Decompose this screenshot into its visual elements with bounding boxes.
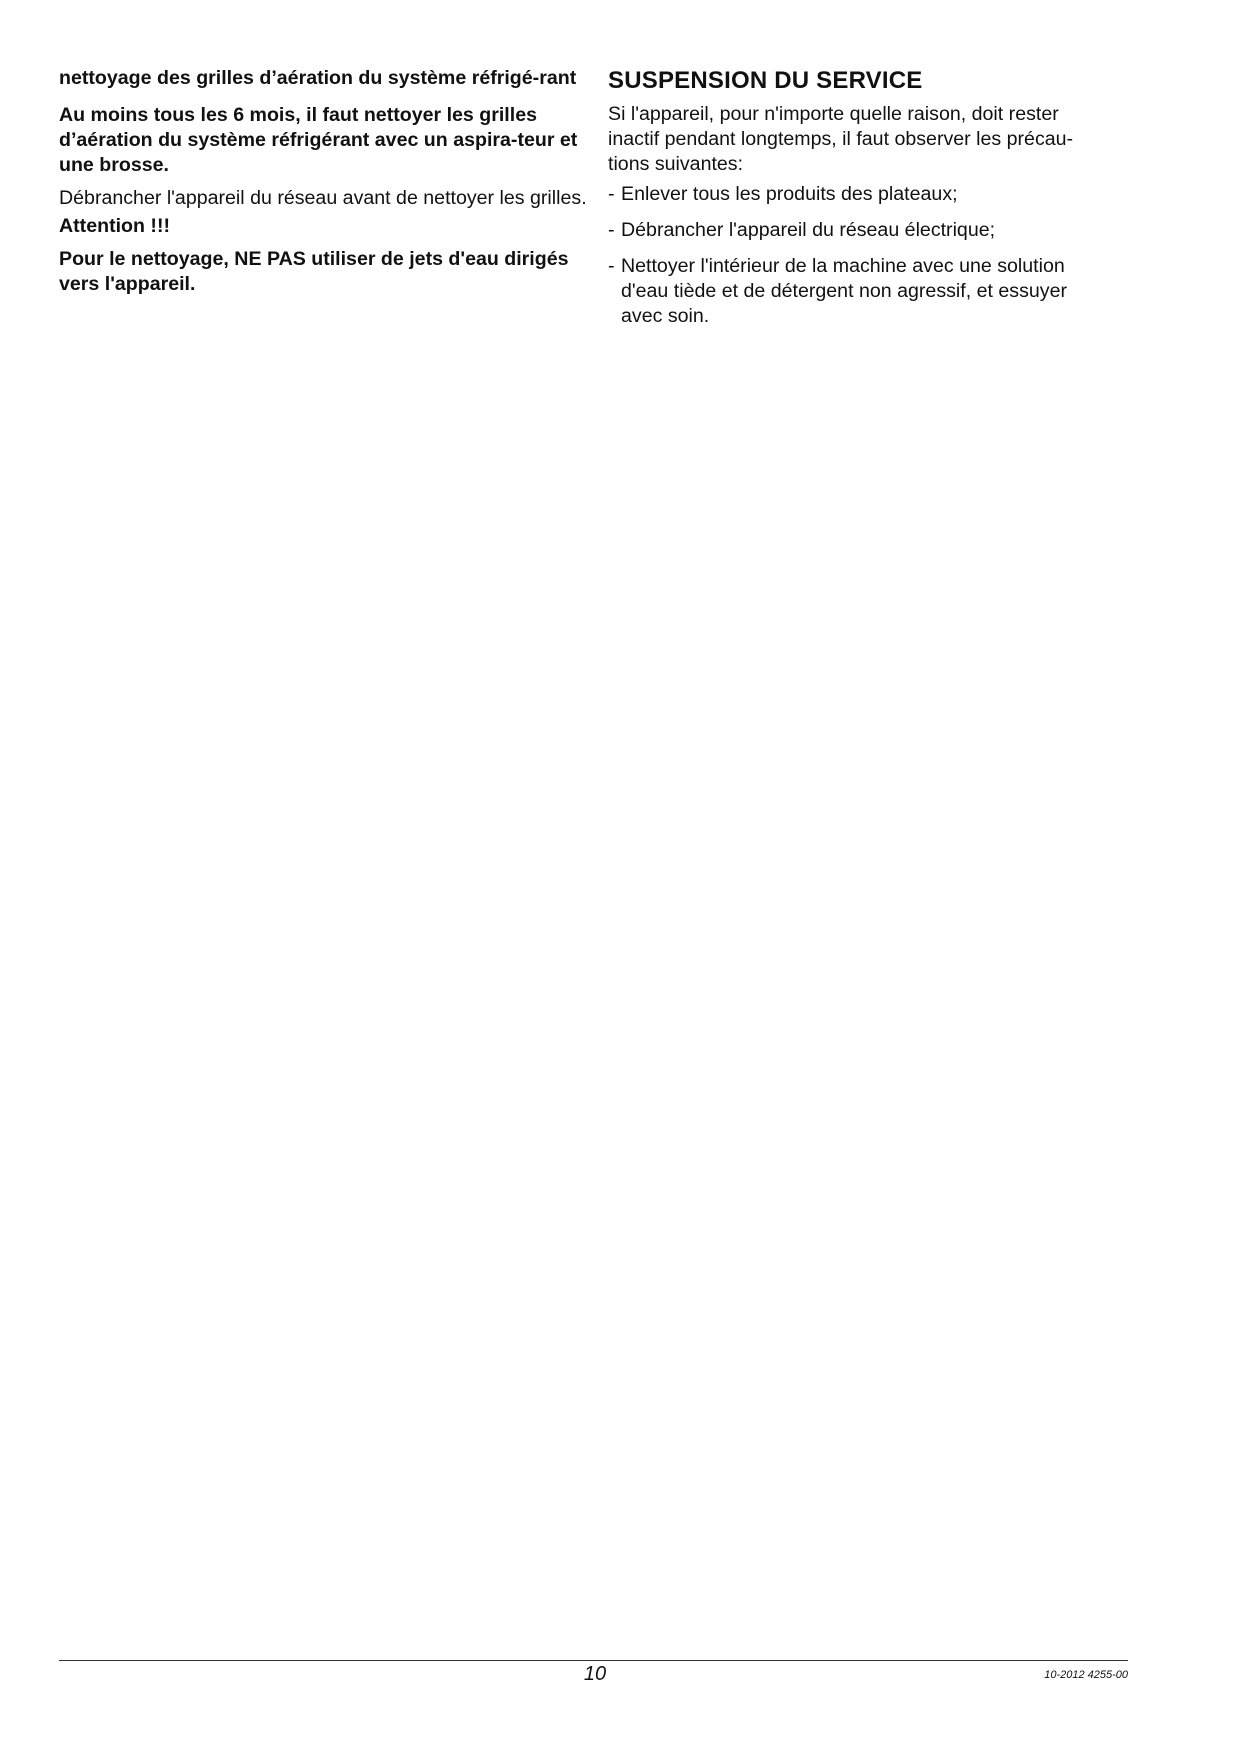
attention-label: Attention !!! [59, 215, 170, 237]
dash-marker: - [608, 183, 615, 205]
left-column [59, 66, 589, 297]
list-item-text: Débrancher l'appareil du réseau électrique; [621, 219, 996, 241]
list-item-text: Enlever tous les produits des plateaux; [621, 183, 958, 205]
cleaning-subheading: nettoyage des grilles d’aération du système réfrigé-rant [59, 67, 577, 89]
dash-marker: - [608, 219, 615, 241]
list-item [608, 218, 1108, 243]
footer-divider [59, 1660, 1128, 1661]
document-reference: 10-2012 4255-00 [1044, 1669, 1128, 1681]
right-column [608, 66, 1108, 340]
water-jet-caution: Pour le nettoyage, NE PAS utiliser de jets d'eau dirigés vers l'appareil. [59, 248, 569, 295]
page-number: 10 [583, 1663, 607, 1685]
list-item [608, 254, 1108, 329]
section-intro: Si l'appareil, pour n'importe quelle raison, doit rester inactif pendant longtemps, il faut observer les précau-tions suivantes: [608, 103, 1074, 175]
precautions-list [608, 182, 1108, 329]
cleaning-warning-paragraph: Au moins tous les 6 mois, il faut nettoyer les grilles d’aération du système réfrigérant avec un aspira-teur et une brosse. [59, 104, 578, 176]
list-item-text: Nettoyer l'intérieur de la machine avec une solution d'eau tiède et de détergent non agressif, et essuyer avec soin. [621, 255, 1067, 327]
section-heading: SUSPENSION DU SERVICE [608, 67, 923, 94]
unplug-instruction: Débrancher l'appareil du réseau avant de nettoyer les grilles. [59, 187, 587, 209]
dash-marker: - [608, 255, 615, 277]
list-item [608, 182, 1108, 207]
